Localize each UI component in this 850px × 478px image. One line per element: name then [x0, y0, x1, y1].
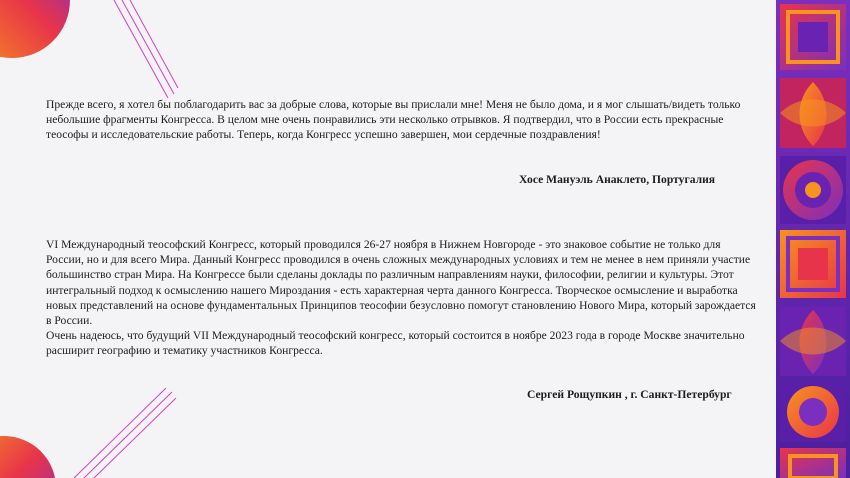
diagonal-lines-bottom [60, 388, 180, 478]
diagonal-lines-top [90, 0, 180, 100]
letter-paragraph-2 [46, 237, 758, 359]
letter-paragraph-1: Прежде всего, я хотел бы поблагодарить вас за добрые слова, которые вы прислали мне! Меня не было дома, и я мог слышать/видеть только небольшие фрагменты Конгресса. В целом мне очень понравились эти несколько отрывков. Я подтвердил, что в России есть прекрасные теософы и исследовательские работы. Теперь, когда Конгресс успешно завершен, мои сердечные поздравления! [46, 98, 741, 142]
letter-2-main-text: VI Международный теософский Конгресс, который проводился 26-27 ноября в Нижнем Новгороде - это знаковое событие не только для России, но и для всего Мира. Данный Конгресс проводился в очень сложных международных условиях и тем не менее в нем приняли участие большинство стран Мира. На Конгрессе были сделаны доклады по различным направлениям науки, философии, религии и культуры. Этот интегральный подход к осмыслению нашего Мироздания - есть характерная черта данного Конгресса. Творческое осмысление и выработка новых представлений на основе фундаментальных Принципов теософии безусловно помогут становлению Нового Мира, который зарождается в России. [46, 238, 756, 328]
corner-circle-top-left [0, 0, 80, 60]
decorative-pattern-band [776, 0, 850, 478]
letter-2-hope-text: Очень надеюсь, что будущий VII Международный теософский конгресс, который состоится в ноябре 2023 года в городе Москве значительно расширит географию и тематику участников Конгресса. [46, 329, 745, 358]
signature-2: Сергей Рощупкин , г. Санкт-Петербург [527, 388, 732, 401]
corner-circle-bottom-left [0, 428, 60, 478]
signature-1: Хосе Мануэль Анаклето, Португалия [519, 173, 716, 186]
